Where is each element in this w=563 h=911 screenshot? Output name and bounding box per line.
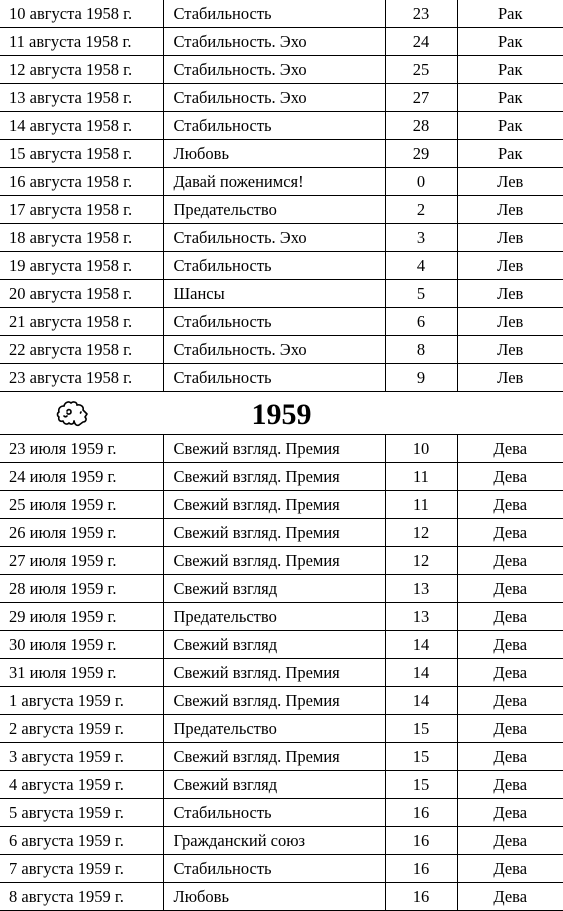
table-row xyxy=(0,252,563,280)
sign-cell: Лев xyxy=(457,364,563,392)
sign-cell: Дева xyxy=(457,547,563,575)
event-cell: Свежий взгляд xyxy=(163,575,385,603)
event-cell: Давай поженимся! xyxy=(163,168,385,196)
sign-cell: Дева xyxy=(457,687,563,715)
number-cell: 24 xyxy=(385,28,457,56)
event-cell: Шансы xyxy=(163,280,385,308)
sign-cell: Дева xyxy=(457,799,563,827)
date-cell: 19 августа 1958 г. xyxy=(0,252,163,280)
event-cell: Стабильность xyxy=(163,364,385,392)
table-row xyxy=(0,855,563,883)
sign-cell: Дева xyxy=(457,435,563,463)
table-row xyxy=(0,799,563,827)
event-cell: Стабильность. Эхо xyxy=(163,56,385,84)
date-cell: 1 августа 1959 г. xyxy=(0,687,163,715)
date-cell: 6 августа 1959 г. xyxy=(0,827,163,855)
number-cell: 13 xyxy=(385,575,457,603)
table-row xyxy=(0,196,563,224)
event-cell: Стабильность xyxy=(163,308,385,336)
number-cell: 14 xyxy=(385,659,457,687)
date-cell: 2 августа 1959 г. xyxy=(0,715,163,743)
event-cell: Стабильность xyxy=(163,112,385,140)
number-cell: 9 xyxy=(385,364,457,392)
number-cell: 6 xyxy=(385,308,457,336)
table-1958 xyxy=(0,0,563,392)
date-cell: 5 августа 1959 г. xyxy=(0,799,163,827)
table-row xyxy=(0,687,563,715)
date-cell: 16 августа 1958 г. xyxy=(0,168,163,196)
sign-cell: Дева xyxy=(457,659,563,687)
sign-cell: Дева xyxy=(457,743,563,771)
sign-cell: Лев xyxy=(457,196,563,224)
event-cell: Свежий взгляд xyxy=(163,771,385,799)
event-cell: Предательство xyxy=(163,715,385,743)
number-cell: 13 xyxy=(385,603,457,631)
event-cell: Свежий взгляд. Премия xyxy=(163,491,385,519)
date-cell: 8 августа 1959 г. xyxy=(0,883,163,911)
event-cell: Стабильность. Эхо xyxy=(163,224,385,252)
sign-cell: Дева xyxy=(457,463,563,491)
table-row xyxy=(0,112,563,140)
date-cell: 23 августа 1958 г. xyxy=(0,364,163,392)
date-cell: 26 июля 1959 г. xyxy=(0,519,163,547)
date-cell: 4 августа 1959 г. xyxy=(0,771,163,799)
table-row xyxy=(0,603,563,631)
number-cell: 12 xyxy=(385,547,457,575)
table-row xyxy=(0,336,563,364)
number-cell: 12 xyxy=(385,519,457,547)
number-cell: 16 xyxy=(385,855,457,883)
sign-cell: Рак xyxy=(457,56,563,84)
table-1959-body xyxy=(0,435,563,911)
event-cell: Свежий взгляд. Премия xyxy=(163,743,385,771)
date-cell: 3 августа 1959 г. xyxy=(0,743,163,771)
table-row xyxy=(0,308,563,336)
number-cell: 28 xyxy=(385,112,457,140)
table-row xyxy=(0,743,563,771)
number-cell: 2 xyxy=(385,196,457,224)
date-cell: 24 июля 1959 г. xyxy=(0,463,163,491)
sign-cell: Рак xyxy=(457,112,563,140)
event-cell: Стабильность xyxy=(163,855,385,883)
date-cell: 22 августа 1958 г. xyxy=(0,336,163,364)
event-cell: Стабильность xyxy=(163,0,385,28)
sign-cell: Дева xyxy=(457,603,563,631)
sign-cell: Дева xyxy=(457,519,563,547)
date-cell: 30 июля 1959 г. xyxy=(0,631,163,659)
sign-cell: Лев xyxy=(457,336,563,364)
date-cell: 21 августа 1958 г. xyxy=(0,308,163,336)
sign-cell: Лев xyxy=(457,280,563,308)
table-row xyxy=(0,56,563,84)
date-cell: 28 июля 1959 г. xyxy=(0,575,163,603)
number-cell: 5 xyxy=(385,280,457,308)
event-cell: Стабильность xyxy=(163,252,385,280)
table-row xyxy=(0,575,563,603)
event-cell: Свежий взгляд. Премия xyxy=(163,659,385,687)
date-cell: 23 июля 1959 г. xyxy=(0,435,163,463)
sign-cell: Рак xyxy=(457,0,563,28)
year-title: 1959 xyxy=(251,398,312,431)
table-row xyxy=(0,168,563,196)
date-cell: 7 августа 1959 г. xyxy=(0,855,163,883)
number-cell: 16 xyxy=(385,799,457,827)
date-cell: 31 июля 1959 г. xyxy=(0,659,163,687)
event-cell: Свежий взгляд. Премия xyxy=(163,687,385,715)
table-row xyxy=(0,0,563,28)
number-cell: 29 xyxy=(385,140,457,168)
number-cell: 23 xyxy=(385,0,457,28)
number-cell: 15 xyxy=(385,743,457,771)
number-cell: 16 xyxy=(385,827,457,855)
number-cell: 11 xyxy=(385,491,457,519)
table-row xyxy=(0,827,563,855)
sign-cell: Дева xyxy=(457,491,563,519)
year-heading xyxy=(0,396,563,434)
table-1959 xyxy=(0,434,563,911)
event-cell: Свежий взгляд. Премия xyxy=(163,547,385,575)
number-cell: 10 xyxy=(385,435,457,463)
number-cell: 27 xyxy=(385,84,457,112)
event-cell: Предательство xyxy=(163,603,385,631)
sign-cell: Лев xyxy=(457,252,563,280)
sign-cell: Рак xyxy=(457,140,563,168)
sign-cell: Дева xyxy=(457,855,563,883)
event-cell: Любовь xyxy=(163,883,385,911)
table-row xyxy=(0,280,563,308)
event-cell: Любовь xyxy=(163,140,385,168)
number-cell: 3 xyxy=(385,224,457,252)
sign-cell: Лев xyxy=(457,168,563,196)
table-1958-body xyxy=(0,0,563,392)
date-cell: 10 августа 1958 г. xyxy=(0,0,163,28)
table-row xyxy=(0,547,563,575)
table-row xyxy=(0,659,563,687)
event-cell: Предательство xyxy=(163,196,385,224)
date-cell: 27 июля 1959 г. xyxy=(0,547,163,575)
sign-cell: Дева xyxy=(457,827,563,855)
table-row xyxy=(0,771,563,799)
sign-cell: Лев xyxy=(457,308,563,336)
event-cell: Свежий взгляд. Премия xyxy=(163,463,385,491)
date-cell: 25 июля 1959 г. xyxy=(0,491,163,519)
date-cell: 17 августа 1958 г. xyxy=(0,196,163,224)
event-cell: Гражданский союз xyxy=(163,827,385,855)
date-cell: 20 августа 1958 г. xyxy=(0,280,163,308)
date-cell: 15 августа 1958 г. xyxy=(0,140,163,168)
sign-cell: Дева xyxy=(457,883,563,911)
table-row xyxy=(0,364,563,392)
table-row xyxy=(0,84,563,112)
date-cell: 29 июля 1959 г. xyxy=(0,603,163,631)
number-cell: 16 xyxy=(385,883,457,911)
event-cell: Свежий взгляд xyxy=(163,631,385,659)
date-cell: 14 августа 1958 г. xyxy=(0,112,163,140)
date-cell: 11 августа 1958 г. xyxy=(0,28,163,56)
number-cell: 15 xyxy=(385,771,457,799)
sign-cell: Рак xyxy=(457,28,563,56)
event-cell: Свежий взгляд. Премия xyxy=(163,435,385,463)
number-cell: 14 xyxy=(385,687,457,715)
sign-cell: Дева xyxy=(457,575,563,603)
sign-cell: Дева xyxy=(457,771,563,799)
date-cell: 13 августа 1958 г. xyxy=(0,84,163,112)
number-cell: 25 xyxy=(385,56,457,84)
sign-cell: Рак xyxy=(457,84,563,112)
event-cell: Свежий взгляд. Премия xyxy=(163,519,385,547)
event-cell: Стабильность. Эхо xyxy=(163,84,385,112)
event-cell: Стабильность. Эхо xyxy=(163,336,385,364)
sign-cell: Дева xyxy=(457,715,563,743)
table-row xyxy=(0,491,563,519)
table-row xyxy=(0,224,563,252)
table-row xyxy=(0,463,563,491)
table-row xyxy=(0,715,563,743)
number-cell: 0 xyxy=(385,168,457,196)
table-row xyxy=(0,140,563,168)
number-cell: 4 xyxy=(385,252,457,280)
table-row xyxy=(0,883,563,911)
number-cell: 8 xyxy=(385,336,457,364)
sign-cell: Дева xyxy=(457,631,563,659)
table-row xyxy=(0,519,563,547)
table-row xyxy=(0,631,563,659)
date-cell: 18 августа 1958 г. xyxy=(0,224,163,252)
event-cell: Стабильность xyxy=(163,799,385,827)
number-cell: 14 xyxy=(385,631,457,659)
event-cell: Стабильность. Эхо xyxy=(163,28,385,56)
sign-cell: Лев xyxy=(457,224,563,252)
table-row xyxy=(0,28,563,56)
table-row xyxy=(0,435,563,463)
number-cell: 11 xyxy=(385,463,457,491)
date-cell: 12 августа 1958 г. xyxy=(0,56,163,84)
number-cell: 15 xyxy=(385,715,457,743)
